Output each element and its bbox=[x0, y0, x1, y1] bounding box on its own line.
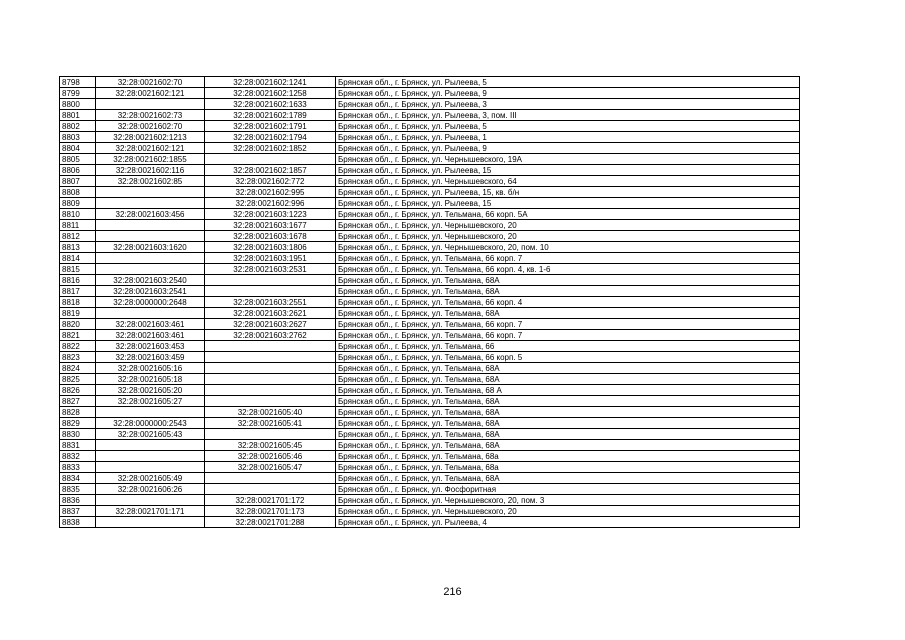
address-cell: Брянская обл., г. Брянск, ул. Рылеева, 3, пом. III bbox=[336, 110, 800, 121]
table-row bbox=[60, 440, 800, 451]
address-cell: Брянская обл., г. Брянск, ул. Рылеева, 9 bbox=[336, 143, 800, 154]
object-cadastral-number-cell: 32:28:0021603:1677 bbox=[205, 220, 336, 231]
cadastral-number-cell: 32:28:0021602:1213 bbox=[96, 132, 205, 143]
table-row bbox=[60, 462, 800, 473]
cadastral-number-cell bbox=[96, 495, 205, 506]
object-cadastral-number-cell bbox=[205, 341, 336, 352]
table-row bbox=[60, 319, 800, 330]
table-row bbox=[60, 341, 800, 352]
row-number-cell: 8833 bbox=[60, 462, 96, 473]
object-cadastral-number-cell: 32:28:0021602:1633 bbox=[205, 99, 336, 110]
table-row bbox=[60, 495, 800, 506]
table-row bbox=[60, 198, 800, 209]
object-cadastral-number-cell: 32:28:0021602:772 bbox=[205, 176, 336, 187]
table-row bbox=[60, 297, 800, 308]
row-number-cell: 8820 bbox=[60, 319, 96, 330]
cadastral-number-cell: 32:28:0021603:461 bbox=[96, 319, 205, 330]
table-row bbox=[60, 352, 800, 363]
cadastral-number-cell: 32:28:0021701:171 bbox=[96, 506, 205, 517]
cadastral-number-cell: 32:28:0021602:85 bbox=[96, 176, 205, 187]
registry-table-body bbox=[60, 77, 800, 528]
table-row bbox=[60, 242, 800, 253]
cadastral-number-cell: 32:28:0021605:49 bbox=[96, 473, 205, 484]
row-number-cell: 8822 bbox=[60, 341, 96, 352]
cadastral-number-cell: 32:28:0021603:456 bbox=[96, 209, 205, 220]
object-cadastral-number-cell bbox=[205, 385, 336, 396]
table-row bbox=[60, 429, 800, 440]
table-row bbox=[60, 209, 800, 220]
cadastral-number-cell: 32:28:0021603:459 bbox=[96, 352, 205, 363]
table-row bbox=[60, 88, 800, 99]
table-row bbox=[60, 396, 800, 407]
object-cadastral-number-cell: 32:28:0021605:41 bbox=[205, 418, 336, 429]
table-row bbox=[60, 264, 800, 275]
row-number-cell: 8799 bbox=[60, 88, 96, 99]
address-cell: Брянская обл., г. Брянск, ул. Тельмана, 68А bbox=[336, 363, 800, 374]
address-cell: Брянская обл., г. Брянск, ул. Тельмана, 68А bbox=[336, 418, 800, 429]
row-number-cell: 8804 bbox=[60, 143, 96, 154]
cadastral-number-cell: 32:28:0021603:2541 bbox=[96, 286, 205, 297]
address-cell: Брянская обл., г. Брянск, ул. Чернышевского, 20 bbox=[336, 220, 800, 231]
object-cadastral-number-cell bbox=[205, 484, 336, 495]
row-number-cell: 8807 bbox=[60, 176, 96, 187]
object-cadastral-number-cell: 32:28:0021603:1678 bbox=[205, 231, 336, 242]
row-number-cell: 8819 bbox=[60, 308, 96, 319]
address-cell: Брянская обл., г. Брянск, ул. Рылеева, 3 bbox=[336, 99, 800, 110]
address-cell: Брянская обл., г. Брянск, ул. Чернышевского, 20 bbox=[336, 506, 800, 517]
address-cell: Брянская обл., г. Брянск, ул. Рылеева, 15 bbox=[336, 165, 800, 176]
cadastral-number-cell bbox=[96, 451, 205, 462]
row-number-cell: 8823 bbox=[60, 352, 96, 363]
row-number-cell: 8808 bbox=[60, 187, 96, 198]
table-row bbox=[60, 154, 800, 165]
object-cadastral-number-cell bbox=[205, 374, 336, 385]
address-cell: Брянская обл., г. Брянск, ул. Тельмана, 66 корп. 4 bbox=[336, 297, 800, 308]
row-number-cell: 8798 bbox=[60, 77, 96, 88]
row-number-cell: 8832 bbox=[60, 451, 96, 462]
row-number-cell: 8802 bbox=[60, 121, 96, 132]
object-cadastral-number-cell bbox=[205, 352, 336, 363]
table-row bbox=[60, 330, 800, 341]
cadastral-number-cell bbox=[96, 264, 205, 275]
page-number: 216 bbox=[443, 586, 462, 598]
row-number-cell: 8812 bbox=[60, 231, 96, 242]
address-cell: Брянская обл., г. Брянск, ул. Чернышевского, 20, пом. 3 bbox=[336, 495, 800, 506]
object-cadastral-number-cell: 32:28:0021602:1241 bbox=[205, 77, 336, 88]
table-row bbox=[60, 220, 800, 231]
table-row bbox=[60, 473, 800, 484]
row-number-cell: 8801 bbox=[60, 110, 96, 121]
object-cadastral-number-cell: 32:28:0021605:45 bbox=[205, 440, 336, 451]
cadastral-number-cell: 32:28:0021602:121 bbox=[96, 143, 205, 154]
row-number-cell: 8828 bbox=[60, 407, 96, 418]
address-cell: Брянская обл., г. Брянск, ул. Тельмана, 68а bbox=[336, 451, 800, 462]
address-cell: Брянская обл., г. Брянск, ул. Тельмана, 66 корп. 5А bbox=[336, 209, 800, 220]
cadastral-number-cell: 32:28:0021605:43 bbox=[96, 429, 205, 440]
cadastral-number-cell: 32:28:0021606:26 bbox=[96, 484, 205, 495]
table-row bbox=[60, 132, 800, 143]
table-row bbox=[60, 374, 800, 385]
address-cell: Брянская обл., г. Брянск, ул. Тельмана, 66 bbox=[336, 341, 800, 352]
address-cell: Брянская обл., г. Брянск, ул. Рылеева, 5 bbox=[336, 121, 800, 132]
cadastral-number-cell: 32:28:0021605:16 bbox=[96, 363, 205, 374]
row-number-cell: 8811 bbox=[60, 220, 96, 231]
row-number-cell: 8810 bbox=[60, 209, 96, 220]
row-number-cell: 8834 bbox=[60, 473, 96, 484]
object-cadastral-number-cell: 32:28:0021602:1852 bbox=[205, 143, 336, 154]
address-cell: Брянская обл., г. Брянск, ул. Рылеева, 9 bbox=[336, 88, 800, 99]
address-cell: Брянская обл., г. Брянск, ул. Тельмана, 68а bbox=[336, 462, 800, 473]
row-number-cell: 8818 bbox=[60, 297, 96, 308]
row-number-cell: 8829 bbox=[60, 418, 96, 429]
row-number-cell: 8824 bbox=[60, 363, 96, 374]
address-cell: Брянская обл., г. Брянск, ул. Тельмана, 68А bbox=[336, 429, 800, 440]
object-cadastral-number-cell bbox=[205, 275, 336, 286]
cadastral-number-cell: 32:28:0021602:1855 bbox=[96, 154, 205, 165]
row-number-cell: 8830 bbox=[60, 429, 96, 440]
row-number-cell: 8826 bbox=[60, 385, 96, 396]
object-cadastral-number-cell: 32:28:0021605:40 bbox=[205, 407, 336, 418]
row-number-cell: 8813 bbox=[60, 242, 96, 253]
row-number-cell: 8816 bbox=[60, 275, 96, 286]
table-row bbox=[60, 275, 800, 286]
cadastral-number-cell bbox=[96, 440, 205, 451]
address-cell: Брянская обл., г. Брянск, ул. Тельмана, 68 А bbox=[336, 385, 800, 396]
object-cadastral-number-cell: 32:28:0021605:46 bbox=[205, 451, 336, 462]
address-cell: Брянская обл., г. Брянск, ул. Тельмана, 68А bbox=[336, 440, 800, 451]
cadastral-number-cell: 32:28:0021603:2540 bbox=[96, 275, 205, 286]
cadastral-number-cell bbox=[96, 99, 205, 110]
table-row bbox=[60, 506, 800, 517]
cadastral-number-cell: 32:28:0021605:20 bbox=[96, 385, 205, 396]
cadastral-number-cell bbox=[96, 231, 205, 242]
object-cadastral-number-cell: 32:28:0021603:2762 bbox=[205, 330, 336, 341]
address-cell: Брянская обл., г. Брянск, ул. Тельмана, 66 корп. 7 bbox=[336, 330, 800, 341]
row-number-cell: 8815 bbox=[60, 264, 96, 275]
object-cadastral-number-cell: 32:28:0021602:1857 bbox=[205, 165, 336, 176]
table-row bbox=[60, 165, 800, 176]
cadastral-number-cell bbox=[96, 308, 205, 319]
table-row bbox=[60, 407, 800, 418]
object-cadastral-number-cell: 32:28:0021602:1794 bbox=[205, 132, 336, 143]
table-row bbox=[60, 253, 800, 264]
row-number-cell: 8836 bbox=[60, 495, 96, 506]
table-row bbox=[60, 187, 800, 198]
object-cadastral-number-cell: 32:28:0021602:1789 bbox=[205, 110, 336, 121]
cadastral-number-cell: 32:28:0021605:27 bbox=[96, 396, 205, 407]
address-cell: Брянская обл., г. Брянск, ул. Тельмана, 68А bbox=[336, 473, 800, 484]
table-row bbox=[60, 484, 800, 495]
row-number-cell: 8821 bbox=[60, 330, 96, 341]
object-cadastral-number-cell: 32:28:0021701:288 bbox=[205, 517, 336, 528]
row-number-cell: 8835 bbox=[60, 484, 96, 495]
address-cell: Брянская обл., г. Брянск, ул. Фосфоритная bbox=[336, 484, 800, 495]
table-row bbox=[60, 286, 800, 297]
address-cell: Брянская обл., г. Брянск, ул. Тельмана, 68А bbox=[336, 286, 800, 297]
object-cadastral-number-cell: 32:28:0021602:1791 bbox=[205, 121, 336, 132]
object-cadastral-number-cell: 32:28:0021603:1223 bbox=[205, 209, 336, 220]
address-cell: Брянская обл., г. Брянск, ул. Тельмана, 68А bbox=[336, 407, 800, 418]
object-cadastral-number-cell: 32:28:0021603:2627 bbox=[205, 319, 336, 330]
object-cadastral-number-cell bbox=[205, 154, 336, 165]
cadastral-number-cell: 32:28:0021603:1620 bbox=[96, 242, 205, 253]
cadastral-number-cell: 32:28:0021603:461 bbox=[96, 330, 205, 341]
registry-table bbox=[59, 76, 800, 528]
object-cadastral-number-cell: 32:28:0021701:172 bbox=[205, 495, 336, 506]
object-cadastral-number-cell: 32:28:0021602:1258 bbox=[205, 88, 336, 99]
table-row bbox=[60, 308, 800, 319]
row-number-cell: 8825 bbox=[60, 374, 96, 385]
table-row bbox=[60, 110, 800, 121]
address-cell: Брянская обл., г. Брянск, ул. Тельмана, 68А bbox=[336, 396, 800, 407]
cadastral-number-cell bbox=[96, 407, 205, 418]
cadastral-number-cell: 32:28:0021602:121 bbox=[96, 88, 205, 99]
address-cell: Брянская обл., г. Брянск, ул. Тельмана, 66 корп. 5 bbox=[336, 352, 800, 363]
cadastral-number-cell: 32:28:0021602:70 bbox=[96, 77, 205, 88]
address-cell: Брянская обл., г. Брянск, ул. Рылеева, 1 bbox=[336, 132, 800, 143]
address-cell: Брянская обл., г. Брянск, ул. Рылеева, 5 bbox=[336, 77, 800, 88]
table-row bbox=[60, 418, 800, 429]
address-cell: Брянская обл., г. Брянск, ул. Тельмана, 68А bbox=[336, 308, 800, 319]
cadastral-number-cell: 32:28:0000000:2648 bbox=[96, 297, 205, 308]
row-number-cell: 8827 bbox=[60, 396, 96, 407]
row-number-cell: 8838 bbox=[60, 517, 96, 528]
object-cadastral-number-cell bbox=[205, 286, 336, 297]
table-row bbox=[60, 363, 800, 374]
cadastral-number-cell bbox=[96, 462, 205, 473]
object-cadastral-number-cell bbox=[205, 396, 336, 407]
row-number-cell: 8800 bbox=[60, 99, 96, 110]
row-number-cell: 8806 bbox=[60, 165, 96, 176]
object-cadastral-number-cell: 32:28:0021602:996 bbox=[205, 198, 336, 209]
row-number-cell: 8831 bbox=[60, 440, 96, 451]
object-cadastral-number-cell bbox=[205, 429, 336, 440]
address-cell: Брянская обл., г. Брянск, ул. Тельмана, 68А bbox=[336, 275, 800, 286]
object-cadastral-number-cell: 32:28:0021605:47 bbox=[205, 462, 336, 473]
table-row bbox=[60, 99, 800, 110]
address-cell: Брянская обл., г. Брянск, ул. Тельмана, 66 корп. 4, кв. 1-6 bbox=[336, 264, 800, 275]
cadastral-number-cell bbox=[96, 517, 205, 528]
object-cadastral-number-cell: 32:28:0021603:2621 bbox=[205, 308, 336, 319]
object-cadastral-number-cell: 32:28:0021602:995 bbox=[205, 187, 336, 198]
cadastral-number-cell bbox=[96, 253, 205, 264]
table-row bbox=[60, 176, 800, 187]
object-cadastral-number-cell: 32:28:0021603:1806 bbox=[205, 242, 336, 253]
cadastral-number-cell: 32:28:0021605:18 bbox=[96, 374, 205, 385]
table-row bbox=[60, 121, 800, 132]
object-cadastral-number-cell: 32:28:0021603:2551 bbox=[205, 297, 336, 308]
cadastral-number-cell bbox=[96, 220, 205, 231]
row-number-cell: 8817 bbox=[60, 286, 96, 297]
object-cadastral-number-cell bbox=[205, 473, 336, 484]
table-row bbox=[60, 451, 800, 462]
address-cell: Брянская обл., г. Брянск, ул. Рылеева, 15 bbox=[336, 198, 800, 209]
table-row bbox=[60, 143, 800, 154]
object-cadastral-number-cell: 32:28:0021603:1951 bbox=[205, 253, 336, 264]
address-cell: Брянская обл., г. Брянск, ул. Чернышевского, 64 bbox=[336, 176, 800, 187]
cadastral-number-cell: 32:28:0021602:116 bbox=[96, 165, 205, 176]
row-number-cell: 8805 bbox=[60, 154, 96, 165]
object-cadastral-number-cell bbox=[205, 363, 336, 374]
address-cell: Брянская обл., г. Брянск, ул. Рылеева, 15, кв. б/н bbox=[336, 187, 800, 198]
table-row bbox=[60, 385, 800, 396]
address-cell: Брянская обл., г. Брянск, ул. Тельмана, 68А bbox=[336, 374, 800, 385]
address-cell: Брянская обл., г. Брянск, ул. Чернышевского, 20, пом. 10 bbox=[336, 242, 800, 253]
table-row bbox=[60, 231, 800, 242]
row-number-cell: 8809 bbox=[60, 198, 96, 209]
object-cadastral-number-cell: 32:28:0021701:173 bbox=[205, 506, 336, 517]
cadastral-number-cell: 32:28:0000000:2543 bbox=[96, 418, 205, 429]
address-cell: Брянская обл., г. Брянск, ул. Тельмана, 66 корп. 7 bbox=[336, 319, 800, 330]
row-number-cell: 8814 bbox=[60, 253, 96, 264]
table-row bbox=[60, 517, 800, 528]
object-cadastral-number-cell: 32:28:0021603:2531 bbox=[205, 264, 336, 275]
address-cell: Брянская обл., г. Брянск, ул. Тельмана, 66 корп. 7 bbox=[336, 253, 800, 264]
table-row bbox=[60, 77, 800, 88]
cadastral-number-cell bbox=[96, 187, 205, 198]
address-cell: Брянская обл., г. Брянск, ул. Чернышевского, 19А bbox=[336, 154, 800, 165]
address-cell: Брянская обл., г. Брянск, ул. Рылеева, 4 bbox=[336, 517, 800, 528]
address-cell: Брянская обл., г. Брянск, ул. Чернышевского, 20 bbox=[336, 231, 800, 242]
row-number-cell: 8803 bbox=[60, 132, 96, 143]
cadastral-number-cell: 32:28:0021603:453 bbox=[96, 341, 205, 352]
row-number-cell: 8837 bbox=[60, 506, 96, 517]
cadastral-number-cell: 32:28:0021602:70 bbox=[96, 121, 205, 132]
cadastral-number-cell: 32:28:0021602:73 bbox=[96, 110, 205, 121]
cadastral-number-cell bbox=[96, 198, 205, 209]
